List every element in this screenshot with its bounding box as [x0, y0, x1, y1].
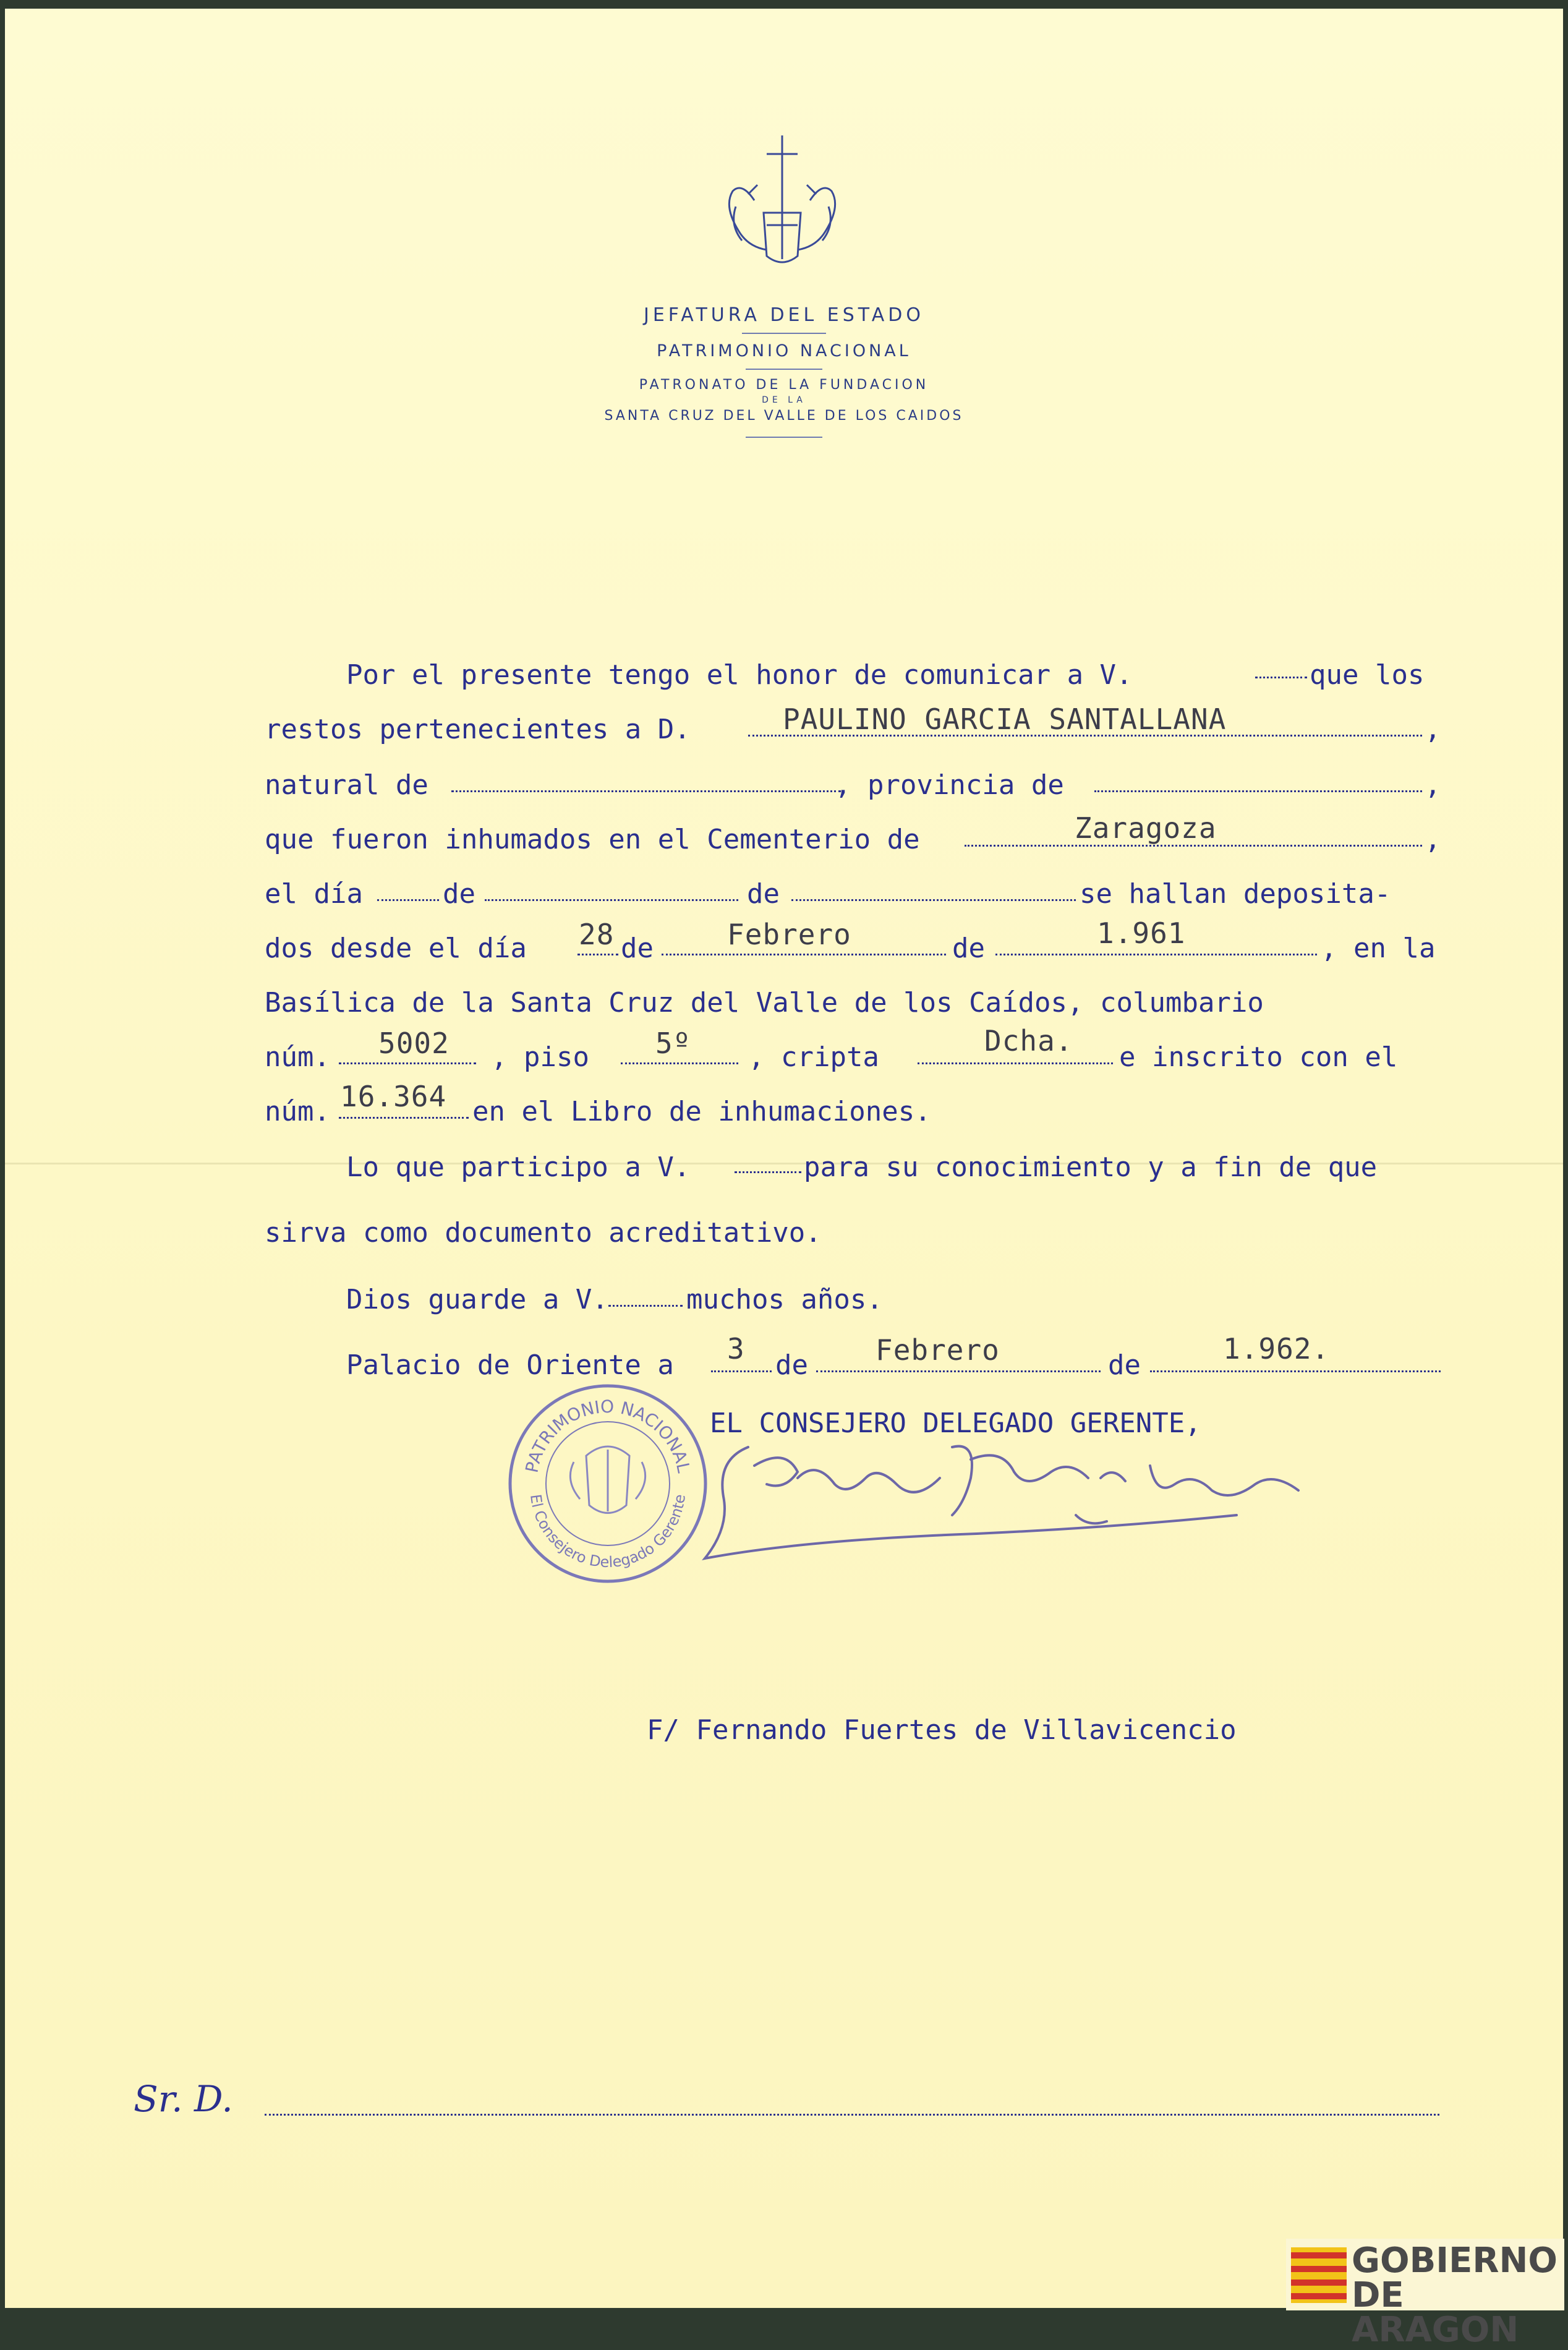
- body-text: , provincia de: [835, 769, 1064, 801]
- letterhead-rule: [742, 333, 826, 334]
- body-text: Basílica de la Santa Cruz del Valle de los Caídos, columbario: [265, 987, 1264, 1019]
- body-text: para su conocimiento y a fin de que: [804, 1152, 1378, 1183]
- register-field-line: [339, 1117, 469, 1119]
- columbarium-field-line: [339, 1062, 476, 1064]
- body-text: de: [621, 933, 654, 964]
- letterhead-de-la: DE LA: [762, 395, 806, 405]
- letter-day: 3: [727, 1332, 745, 1365]
- addressee-label: Sr. D.: [134, 2078, 233, 2120]
- body-text: de: [952, 933, 985, 964]
- crypt-side: Dcha.: [984, 1024, 1073, 1058]
- blank-field: [791, 899, 1076, 901]
- body-text: restos pertenecientes a D.: [265, 714, 691, 745]
- coat-of-arms-emblem: [705, 132, 859, 287]
- deposit-day: 28: [579, 918, 615, 951]
- body-text: ,: [1425, 824, 1441, 855]
- addressee-line: [265, 2114, 1439, 2116]
- blank-field: [1255, 677, 1307, 678]
- date-year-line: [1150, 1370, 1441, 1372]
- body-text: Dios guarde a V.: [346, 1284, 608, 1315]
- year-field-line: [995, 954, 1317, 955]
- svg-text:El Consejero Delegado Gerente: El Consejero Delegado Gerente: [527, 1493, 689, 1571]
- letter-month: Febrero: [876, 1333, 1000, 1367]
- body-text: se hallan deposita-: [1080, 878, 1391, 910]
- logo-text-gobierno: GOBIERNO: [1352, 2241, 1557, 2281]
- body-text: natural de: [265, 769, 428, 801]
- letterhead-santa-cruz: SANTA CRUZ DEL VALLE DE LOS CAIDOS: [604, 408, 964, 424]
- letterhead-patronato: PATRONATO DE LA FUNDACION: [639, 377, 929, 393]
- register-number: 16.364: [340, 1080, 447, 1113]
- signed-by-line: F/ Fernando Fuertes de Villavicencio: [647, 1714, 1237, 1746]
- date-day-line: [711, 1370, 772, 1372]
- logo-text-aragon: DE ARAGON: [1352, 2275, 1519, 2350]
- deposit-month: Febrero: [727, 918, 851, 951]
- cemetery-name: Zaragoza: [1075, 811, 1217, 845]
- svg-text:PATRIMONIO NACIONAL: PATRIMONIO NACIONAL: [521, 1396, 694, 1475]
- letterhead-jefatura: JEFATURA DEL ESTADO: [643, 304, 924, 326]
- deceased-name: PAULINO GARCIA SANTALLANA: [783, 703, 1227, 736]
- body-text: núm.: [265, 1096, 330, 1127]
- blank-field: [451, 790, 841, 792]
- letterhead-rule: [746, 369, 822, 370]
- body-text: , cripta: [748, 1041, 879, 1073]
- body-text: sirva como documento acreditativo.: [265, 1217, 822, 1249]
- body-text: en el Libro de inhumaciones.: [472, 1096, 931, 1127]
- body-text: Palacio de Oriente a: [346, 1349, 674, 1381]
- body-text: de: [775, 1349, 808, 1381]
- blank-field: [1094, 790, 1422, 792]
- body-text: , en la: [1321, 933, 1436, 964]
- blank-field: [485, 899, 738, 901]
- body-text: que los: [1310, 659, 1425, 691]
- columbarium-number: 5002: [378, 1027, 450, 1060]
- official-stamp: [506, 1382, 710, 1586]
- body-text: de: [1108, 1349, 1141, 1381]
- blank-field: [377, 899, 439, 901]
- body-text: núm.: [265, 1041, 330, 1073]
- body-text: , piso: [491, 1041, 589, 1073]
- signatory-title: EL CONSEJERO DELEGADO GERENTE,: [710, 1408, 1201, 1439]
- date-month-line: [816, 1370, 1101, 1372]
- body-text: el día: [265, 878, 363, 910]
- crypt-field-line: [918, 1062, 1113, 1064]
- body-text: ,: [1425, 769, 1441, 801]
- letter-year: 1.962.: [1223, 1332, 1330, 1365]
- body-text: ,: [1425, 714, 1441, 745]
- body-text: Lo que participo a V.: [346, 1152, 691, 1183]
- month-field-line: [662, 954, 946, 955]
- floor-field-line: [621, 1062, 738, 1064]
- body-text: que fueron inhumados en el Cementerio de: [265, 824, 920, 855]
- letterhead-patrimonio: PATRIMONIO NACIONAL: [657, 341, 911, 361]
- body-text: de: [443, 878, 475, 910]
- blank-field: [735, 1171, 801, 1173]
- body-text: Por el presente tengo el honor de comunicar a V.: [346, 659, 1133, 691]
- body-text: e inscrito con el: [1119, 1041, 1398, 1073]
- day-field-line: [577, 954, 618, 955]
- cemetery-field-line: [965, 845, 1422, 847]
- letterhead-rule: [746, 437, 822, 438]
- blank-field: [608, 1305, 683, 1307]
- body-text: muchos años.: [686, 1284, 883, 1315]
- body-text: dos desde el día: [265, 933, 527, 964]
- body-text: de: [747, 878, 780, 910]
- floor-number: 5º: [655, 1027, 691, 1060]
- handwritten-signature: [680, 1422, 1336, 1583]
- deposit-year: 1.961: [1097, 916, 1186, 950]
